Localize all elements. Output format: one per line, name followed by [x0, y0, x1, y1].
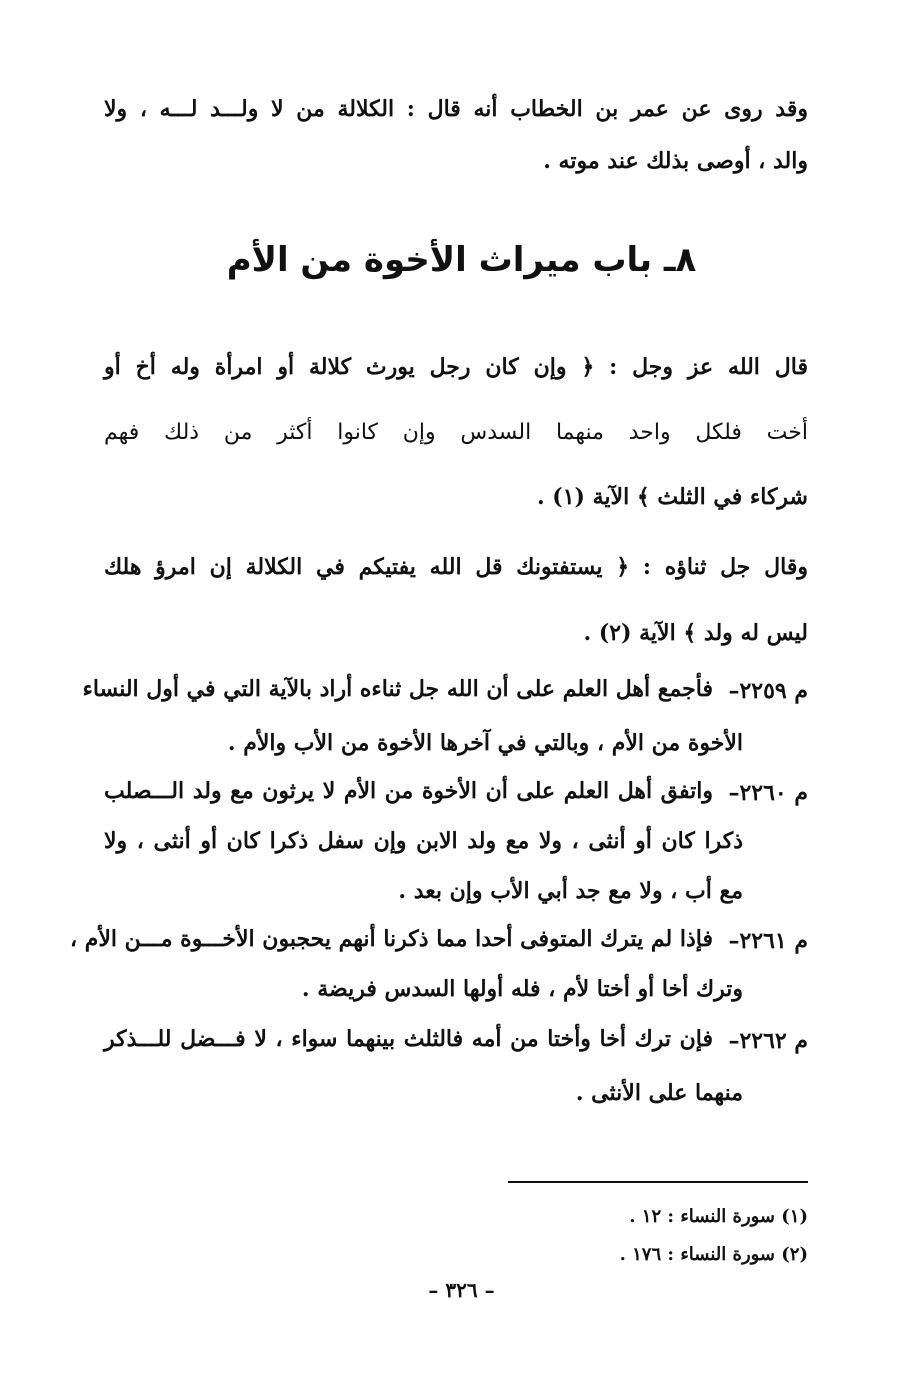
entry-number: م ٢٢٦١– — [728, 928, 808, 954]
entry-line: منهما على الأنثى . — [575, 1080, 743, 1106]
quote2-line-2: ليس له ولد ﴾ الآية (٢) . — [583, 620, 808, 646]
footnote-2: (٢) سورة النساء : ١٧٦ . — [619, 1244, 808, 1265]
entry-line: واتفق أهل العلم على أن الأخوة من الأم لا يرثون مع ولد الـــصلب — [104, 778, 713, 804]
quote1-line-1-text: قال الله عز وجل : ﴿ وإن كان رجل يورث كلالة أو امرأة وله أخ أو — [104, 354, 808, 380]
section-heading: ٨ـ باب ميراث الأخوة من الأم — [226, 240, 697, 280]
quote2-line-1: وقال جل ثناؤه : ﴿ يستفتونك قل الله يفتيكم في الكلالة إن امرؤ هلك — [104, 554, 808, 580]
entry-number: م ٢٢٦٠– — [728, 780, 808, 806]
entry-line: الأخوة من الأم ، وبالتي في آخرها الأخوة من الأب والأم . — [227, 730, 743, 756]
entry-line: ذكرا كان أو أنثى ، ولا مع ولد الابن وإن سفل ذكرا كان أو أنثى ، ولا — [104, 828, 743, 854]
quote1-line-1 — [104, 356, 808, 378]
footnote-divider — [508, 1181, 808, 1183]
intro-line-2: والد ، أوصى بذلك عند موته . — [543, 148, 808, 174]
entry-number: م ٢٢٥٩– — [728, 678, 808, 704]
page-number: – ٣٢٦ – — [428, 1278, 495, 1302]
quote1-line-2: أخت فلكل واحد منهما السدس وإن كانوا أكثر من ذلك فهم — [104, 420, 808, 445]
intro-line-1: وقد روى عن عمر بن الخطاب أنه قال : الكلالة من لا ولـــد لـــه ، ولا — [104, 96, 808, 122]
quote1-line-3: شركاء في الثلث ﴾ الآية (١) . — [536, 484, 808, 510]
entry-number: م ٢٢٦٢– — [728, 1028, 808, 1054]
entry-line: فإذا لم يترك المتوفى أحدا مما ذكرنا أنهم يحجبون الأخـــوة مـــن الأم ، — [69, 926, 713, 952]
entry-line: فإن ترك أخا وأختا من أمه فالثلث بينهما سواء ، لا فـــضل للـــذكر — [104, 1026, 713, 1052]
entry-line: وترك أخا أو أختا لأم ، فله أولها السدس فريضة . — [301, 976, 743, 1002]
entry-line: مع أب ، ولا مع جد أبي الأب وإن بعد . — [398, 878, 743, 904]
footnote-1: (١) سورة النساء : ١٢ . — [629, 1206, 808, 1227]
entry-line: فأجمع أهل العلم على أن الله جل ثناءه أراد بالآية التي في أول النساء — [82, 676, 713, 702]
